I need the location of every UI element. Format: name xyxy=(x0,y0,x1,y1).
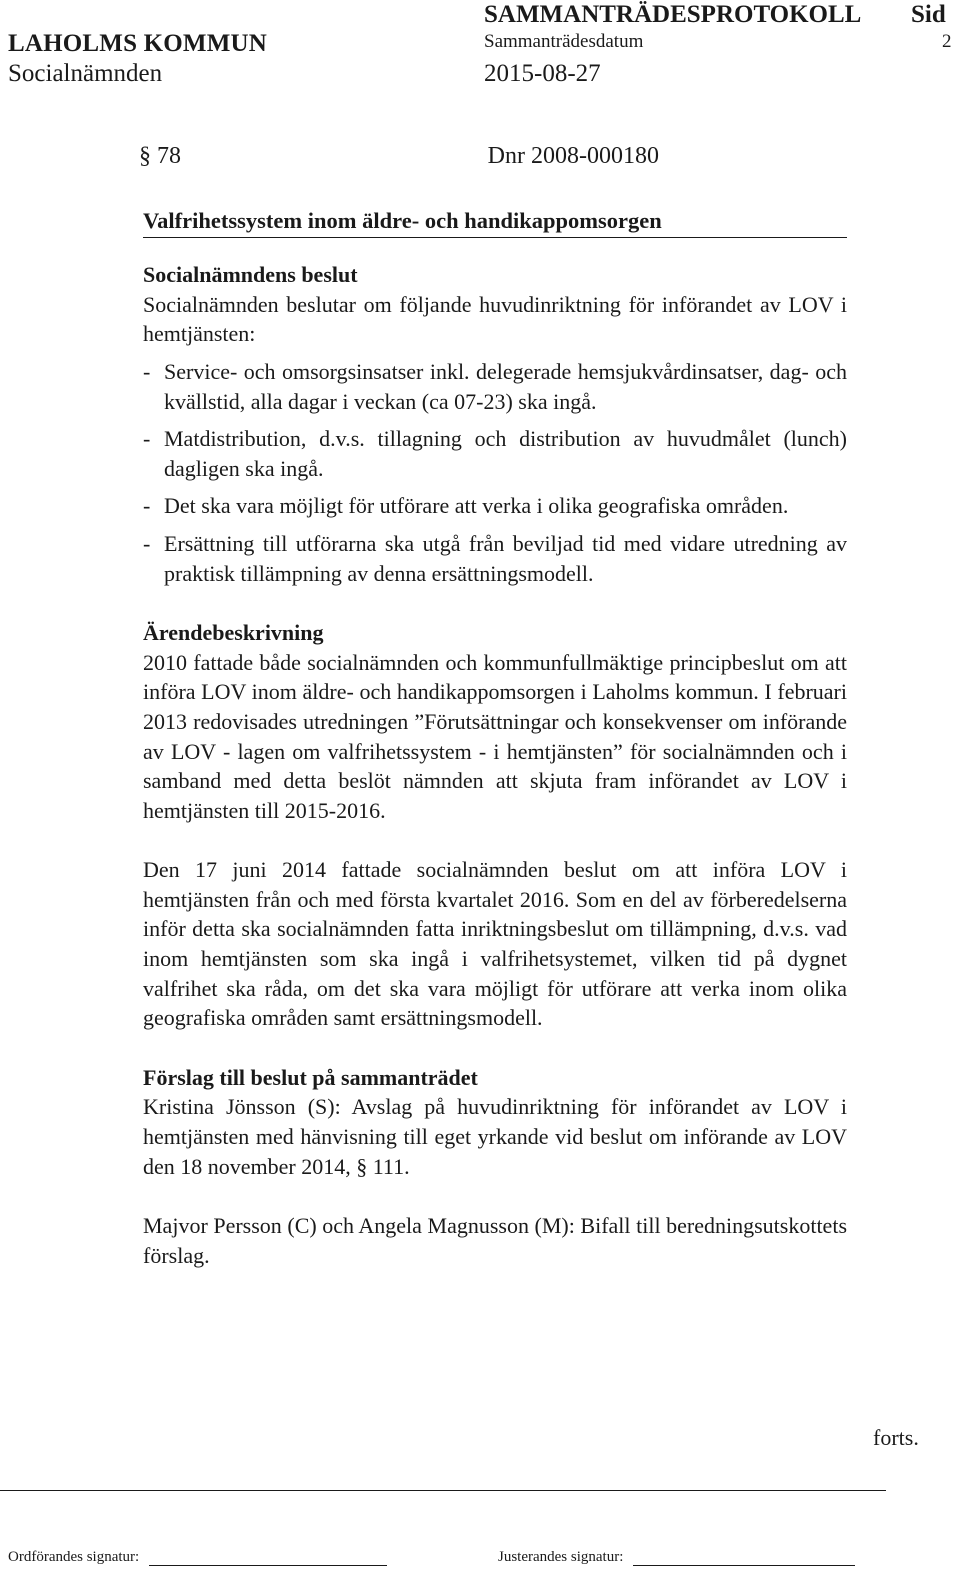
chair-signature-label: Ordförandes signatur: xyxy=(8,1549,140,1565)
description-heading: Ärendebeskrivning xyxy=(143,620,324,646)
list-item: - Ersättning till utförarna ska utgå från beviljad tid med vidare utredning av praktisk tillämpning av denna ersättningsmodell. xyxy=(143,529,847,588)
decision-list xyxy=(143,357,847,588)
meeting-date: 2015-08-27 xyxy=(484,60,601,87)
organization-name: LAHOLMS KOMMUN xyxy=(8,30,268,57)
department-name: Socialnämnden xyxy=(8,60,163,87)
meeting-date-label: Sammanträdesdatum xyxy=(484,31,644,52)
decision-intro: Socialnämnden beslutar om följande huvudinriktning för införandet av LOV i hemtjänsten: xyxy=(143,291,847,347)
chair-signature-line xyxy=(149,1553,387,1566)
proposal-paragraph-2: Majvor Persson (C) och Angela Magnusson (M): Bifall till beredningsutskottets förslag. xyxy=(143,1213,847,1268)
proposal-section xyxy=(143,1063,847,1271)
decision-heading: Socialnämndens beslut xyxy=(143,262,358,288)
proposal-heading: Förslag till beslut på sammanträdet xyxy=(143,1064,478,1090)
list-item: - Matdistribution, d.v.s. tillagning och distribution av huvudmålet (lunch) dagligen ska ingå. xyxy=(143,424,847,483)
document-title: SAMMANTRÄDESPROTOKOLL xyxy=(484,1,862,28)
description-section xyxy=(143,618,847,1033)
case-number: Dnr 2008-000180 xyxy=(487,143,659,169)
description-paragraph-1: 2010 fattade både socialnämnden och kommunfullmäktige principbeslut om att införa LOV inom äldre- och handikappomsorgen i Laholms kommun. I februari 2013 redovisades utredningen ”Förutsättningar och konsekvenser om införande av LOV - lagen om valfrihetssystem - i hemtjänsten” för socialnämnden och i samband med detta beslöt nämnden att skjuta fram införandet av LOV i hemtjänsten till 2015-2016. xyxy=(143,649,847,823)
item-number-row xyxy=(139,142,659,172)
page-number: 2 xyxy=(942,31,952,52)
adjuster-signature xyxy=(498,1549,855,1566)
adjuster-signature-label: Justerandes signatur: xyxy=(498,1549,624,1565)
adjuster-signature-line xyxy=(633,1553,855,1566)
case-title: Valfrihetssystem inom äldre- och handikappomsorgen xyxy=(143,206,847,239)
description-paragraph-2: Den 17 juni 2014 fattade socialnämnden beslut om att införa LOV i hemtjänsten från och med första kvartalet 2016. Som en del av förberedelserna inför detta ska socialnämnden fatta inriktningsbeslut om tillämpning, d.v.s. vad inom hemtjänsten som ska ingå i valfrihetsystemet, vilken tid på dygnet valfrihet ska råda, om det ska vara möjligt för utförare att verka inom olika geografiska områden samt ersättningsmodell. xyxy=(143,857,847,1031)
continued-marker: forts. xyxy=(873,1425,919,1450)
list-item: - Service- och omsorgsinsatser inkl. delegerade hemsjukvårdinsatser, dag- och kvällstid, alla dagar i veckan (ca 07-23) ska ingå. xyxy=(143,357,847,416)
document-body xyxy=(139,142,847,1270)
decision-section xyxy=(143,260,847,588)
footer-divider xyxy=(0,1490,886,1491)
chair-signature xyxy=(8,1549,387,1566)
list-item: - Det ska vara möjligt för utförare att verka i olika geografiska områden. xyxy=(143,491,847,521)
page-label: Sid xyxy=(911,1,946,28)
proposal-paragraph-1: Kristina Jönsson (S): Avslag på huvudinriktning för införandet av LOV i hemtjänsten med hänvisning till eget yrkande vid beslut om införande av LOV den 18 november 2014, § 111. xyxy=(143,1094,847,1179)
paragraph-number: § 78 xyxy=(139,143,181,169)
